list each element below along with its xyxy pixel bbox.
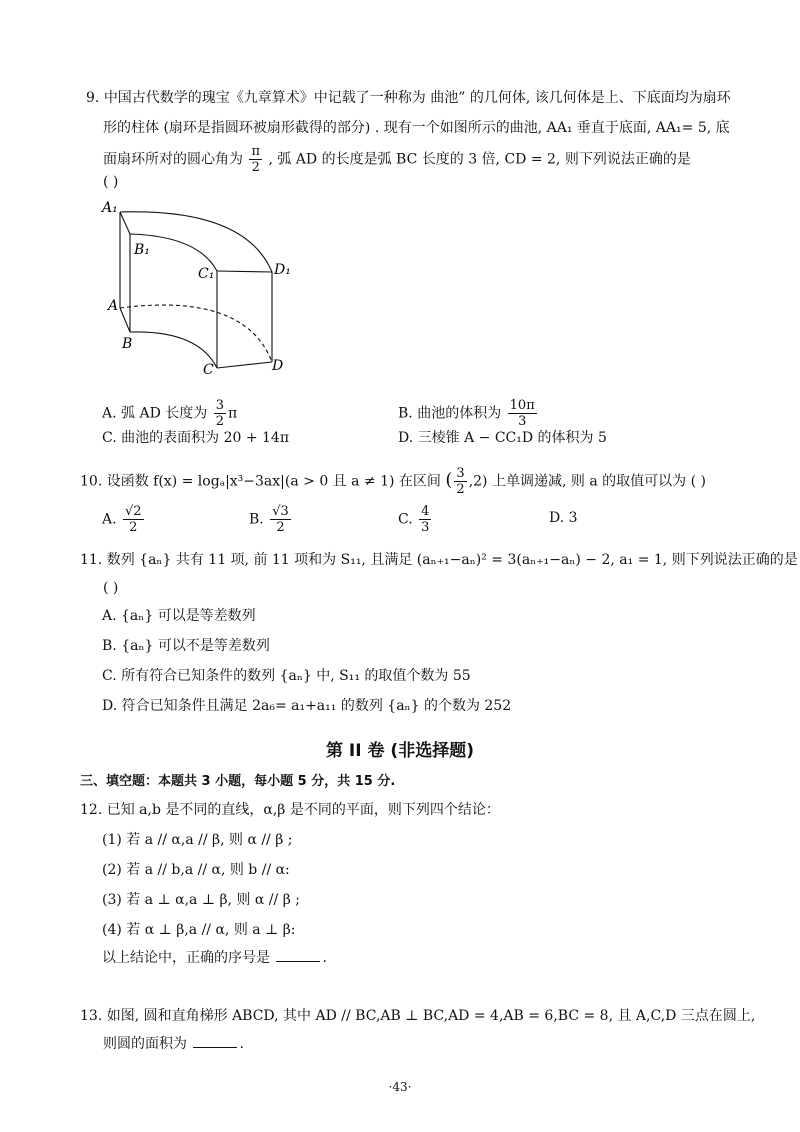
q9-angle-fraction [249,144,262,175]
q9-option-a-text: A. 弧 AD 长度为 [102,405,208,422]
section-subtitle: 三、填空题：本题共 3 小题，每小题 5 分，共 15 分. [80,774,396,789]
q12-statement-1: (1) 若 a // α,a // β, 则 α // β ; [102,832,293,848]
q9-option-b [398,398,539,429]
q9-option-a-num: 3 [215,398,224,413]
q9-option-d: D. 三棱锥 A − CC₁D 的体积为 5 [398,430,607,446]
q10-option-c-fraction [419,504,431,535]
page-number: ·43· [388,1080,412,1094]
section-title: 第 II 卷 (非选择题) [326,741,474,761]
q9-text-line1: 中国古代数学的瑰宝《九章算术》中记载了一种称为 曲池” 的几何体, 该几何体是上、下底面均为扇环 [103,90,731,106]
q9-option-c: C. 曲池的表面积为 20 + 14π [102,430,290,446]
q13-answer-blank[interactable] [193,1035,237,1048]
q10-stem [80,466,706,497]
q11-option-d: D. 符合已知条件且满足 2a₆= a₁+a₁₁ 的数列 {aₙ} 的个数为 252 [102,698,512,714]
q10-option-c-den: 3 [421,520,430,535]
q9-option-a [102,398,237,429]
q12-statement-4: (4) 若 α ⊥ β,a // α, 则 a ⊥ β: [102,922,296,938]
q13-ask-text: 则圆的面积为 [103,1036,187,1052]
q9-frac-num: π [251,144,260,159]
q10-interval-open: ( [445,469,453,491]
edge-a1-b1 [120,212,130,234]
q10-option-d: D. 3 [549,510,578,526]
q12-statement-3: (3) 若 a ⊥ α,a ⊥ β, 则 α // β ; [102,892,300,908]
q9-line3-b: , 弧 AD 的长度是弧 BC 长度的 3 倍, CD = 2, 则下列说法正确的是 [268,151,691,168]
curved-pool-figure [100,196,300,382]
q12-answer-blank[interactable] [276,949,320,962]
q12-ask [102,948,327,968]
q11-answer-paren: ( ) [103,580,119,596]
q12-statement-2: (2) 若 a // b,a // α, 则 b // α: [102,862,290,878]
q10-interval-fraction [454,466,466,497]
q10-option-a-den: 2 [129,520,138,535]
q10-option-c-label: C. [398,511,413,528]
edge-c-d [217,362,272,368]
label-d1: D₁ [274,262,291,278]
q9-option-b-den: 3 [518,414,527,429]
q10-option-b-fraction [270,504,291,535]
q13-ask [103,1034,244,1054]
q10-option-a-num: √2 [125,504,142,519]
q10-option-a [102,504,146,535]
label-c1: C₁ [198,266,215,282]
q9-frac-den: 2 [251,160,260,175]
label-a1: A₁ [102,200,118,216]
label-d: D [272,358,284,374]
q11-option-a: A. {aₙ} 可以是等差数列 [102,608,256,624]
q10-option-b [249,504,293,535]
edge-a-b [120,308,130,332]
q10-option-c [398,504,433,535]
q10-interval-num: 3 [456,466,465,481]
q10-option-a-label: A. [102,511,117,528]
q10-interval-den: 2 [456,482,465,497]
label-c: C [203,362,214,378]
q10-option-b-num: √3 [272,504,289,519]
q10-option-b-den: 2 [276,520,285,535]
arc-a-d-hidden [120,305,272,362]
q9-option-a-pi: π [227,405,238,422]
q9-answer-paren: ( ) [103,174,119,190]
q10-stem-b: ,2) 上单调递减, 则 a 的取值可以为 ( ) [468,473,706,490]
label-b: B [122,336,133,352]
q9-option-a-fraction [214,398,226,429]
label-a: A [108,298,119,314]
q9-line1 [86,88,731,108]
q9-line2: 形的柱体 (扇环是指圆环被扇形截得的部分) . 现有一个如图所示的曲池, AA₁ 垂直于底面, AA₁= 5, 底 [103,120,730,136]
q9-line3-a: 面扇环所对的圆心角为 [103,151,243,168]
q12-ask-text: 以上结论中，正确的序号是 [102,950,270,966]
q10-option-c-num: 4 [421,504,430,519]
edge-c1-d1 [217,271,272,272]
q9-option-b-text: B. 曲池的体积为 [398,405,502,422]
q9-option-b-num: 10π [509,398,535,413]
q11-option-b: B. {aₙ} 可以不是等差数列 [102,638,270,654]
q10-stem-a: 10. 设函数 f(x) = logₐ|x³−3ax|(a > 0 且 a ≠ 1) 在区间 [80,473,441,490]
q9-line3 [103,144,691,175]
q12-ask-end: . [322,950,327,966]
q12-stem: 12. 已知 a,b 是不同的直线，α,β 是不同的平面，则下列四个结论： [80,802,500,818]
q9-option-b-fraction [508,398,537,429]
q11-option-c: C. 所有符合已知条件的数列 {aₙ} 中, S₁₁ 的取值个数为 55 [102,668,471,684]
q9-number: 9. [86,90,100,106]
label-b1: B₁ [134,242,150,258]
q13-stem: 13. 如图, 圆和直角梯形 ABCD, 其中 AD // BC,AB ⊥ BC,AD = 4,AB = 6,BC = 8, 且 A,C,D 三点在圆上, [80,1008,756,1024]
q10-option-b-label: B. [249,511,264,528]
q11-stem: 11. 数列 {aₙ} 共有 11 项, 前 11 项和为 S₁₁, 且满足 (aₙ₊₁−aₙ)² = 3(aₙ₊₁−aₙ) − 2, a₁ = 1, 则下列说法正确的是 [80,552,798,568]
q9-option-a-den: 2 [215,414,224,429]
q10-option-a-fraction [123,504,144,535]
q13-ask-end: . [239,1036,244,1052]
